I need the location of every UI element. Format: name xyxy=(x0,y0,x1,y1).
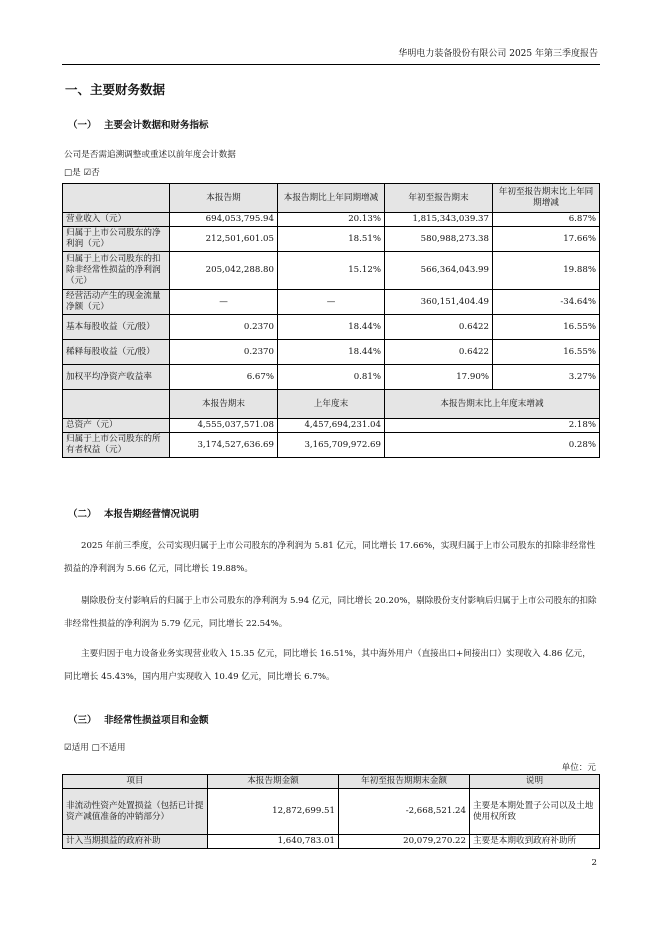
cell-value: 16.55% xyxy=(493,340,600,365)
cell-value: 566,364,043.99 xyxy=(385,252,493,290)
row-label: 稀释每股收益（元/股） xyxy=(63,340,170,365)
cell-value: 12,872,699.51 xyxy=(208,789,339,835)
header-cell-ytd: 年初至报告期末 xyxy=(385,184,493,213)
header-cell-period-end: 本报告期末 xyxy=(170,390,278,419)
row-label: 归属于上市公司股东的所有者权益（元） xyxy=(63,433,170,458)
section-title: 一、主要财务数据 xyxy=(65,82,166,97)
subsection-2-heading xyxy=(68,506,199,520)
cell-value: 1,815,343,039.37 xyxy=(385,213,493,227)
header-cell-current-amount: 本报告期金额 xyxy=(208,775,339,789)
cell-value: -34.64% xyxy=(493,290,600,315)
cell-value: 0.81% xyxy=(278,365,385,390)
cell-value: 3.27% xyxy=(493,365,600,390)
cell-value: 1,640,783.01 xyxy=(208,835,339,849)
cell-note: 主要是本期处置子公司以及土地使用权所致 xyxy=(470,789,600,835)
cell-value: 580,988,273.38 xyxy=(385,227,493,252)
cell-value: 19.88% xyxy=(493,252,600,290)
cell-value: 18.44% xyxy=(278,315,385,340)
table-row xyxy=(63,252,600,290)
table-row xyxy=(63,835,600,849)
table-header-row-2 xyxy=(63,390,600,419)
cell-value: 0.6422 xyxy=(385,315,493,340)
cell-value: 20.13% xyxy=(278,213,385,227)
table-row xyxy=(63,315,600,340)
table-row xyxy=(63,433,600,458)
table-row xyxy=(63,213,600,227)
paragraph: 剔除股份支付影响后的归属于上市公司股东的净利润为 5.94 亿元，同比增长 20.20%，剔除股份支付影响后归属于上市公司股东的扣除非经常性损益的净利润为 5.79 亿元，同比增长 22.54%。 xyxy=(64,596,597,629)
subsection-1-heading xyxy=(68,117,209,131)
cell-value: 3,165,709,972.69 xyxy=(278,433,385,458)
table-header-row xyxy=(63,184,600,213)
cell-value: 205,042,288.80 xyxy=(170,252,278,290)
cell-value: 0.6422 xyxy=(385,340,493,365)
cell-value: 0.2370 xyxy=(170,315,278,340)
cell-value: 4,457,694,231.04 xyxy=(278,419,385,433)
restatement-question: 公司是否需追溯调整或重述以前年度会计数据 xyxy=(64,150,236,160)
cell-value: 15.12% xyxy=(278,252,385,290)
cell-value: 212,501,601.05 xyxy=(170,227,278,252)
cell-value: 17.90% xyxy=(385,365,493,390)
row-label: 归属于上市公司股东的扣除非经常性损益的净利润（元） xyxy=(63,252,170,290)
cell-value: -2,668,521.24 xyxy=(339,789,470,835)
header-cell-current-period: 本报告期 xyxy=(170,184,278,213)
table-row xyxy=(63,789,600,835)
row-label: 经营活动产生的现金流量净额（元） xyxy=(63,290,170,315)
table-row xyxy=(63,419,600,433)
header-divider xyxy=(62,64,600,65)
report-header-title: 华明电力装备股份有限公司 2025 年第三季度报告 xyxy=(398,49,598,59)
table-row xyxy=(63,290,600,315)
cell-value: — xyxy=(278,290,385,315)
header-cell-empty xyxy=(63,184,170,213)
subsection-2-title: 本报告期经营情况说明 xyxy=(104,509,200,520)
row-label: 计入当期损益的政府补助 xyxy=(63,835,208,849)
page-number: 2 xyxy=(591,858,597,868)
cell-value: 4,555,037,571.08 xyxy=(170,419,278,433)
cell-note: 主要是本期收到政府补助所 xyxy=(470,835,600,849)
row-label: 归属于上市公司股东的净利润（元） xyxy=(63,227,170,252)
cell-value: 694,053,795.94 xyxy=(170,213,278,227)
header-cell-note: 说明 xyxy=(470,775,600,789)
unit-label: 单位：元 xyxy=(561,763,596,773)
applicability-options: ☑适用 □不适用 xyxy=(64,743,126,753)
cell-value: 3,174,527,636.69 xyxy=(170,433,278,458)
paragraph: 主要归因于电力设备业务实现营业收入 15.35 亿元，同比增长 16.51%，其中海外用户（直接出口+间接出口）实现收入 4.86 亿元，同比增长 45.43%，国内用户实现收入 10.49 亿元，同比增长 6.7%。 xyxy=(64,649,591,682)
cell-value: 20,079,270.22 xyxy=(339,835,470,849)
cell-value: 360,151,404.49 xyxy=(385,290,493,315)
row-label: 总资产（元） xyxy=(63,419,170,433)
cell-value: 6.67% xyxy=(170,365,278,390)
cell-value: 17.66% xyxy=(493,227,600,252)
table-row xyxy=(63,340,600,365)
cell-value: 0.2370 xyxy=(170,340,278,365)
subsection-3-title: 非经常性损益项目和金额 xyxy=(104,715,209,726)
table-row xyxy=(63,365,600,390)
table-row xyxy=(63,227,600,252)
row-label: 营业收入（元） xyxy=(63,213,170,227)
header-cell-prior-year-end: 上年度末 xyxy=(278,390,385,419)
row-label: 基本每股收益（元/股） xyxy=(63,315,170,340)
cell-value: 18.51% xyxy=(278,227,385,252)
paragraph: 2025 年前三季度，公司实现归属于上市公司股东的净利润为 5.81 亿元，同比增长 17.66%，实现归属于上市公司股东的扣除非经常性损益的净利润为 5.66 亿元，同比增长 19.88%。 xyxy=(64,541,596,574)
header-cell-ytd-amount: 年初至报告期期末金额 xyxy=(339,775,470,789)
row-label: 加权平均净资产收益率 xyxy=(63,365,170,390)
header-cell-empty xyxy=(63,390,170,419)
header-cell-item: 项目 xyxy=(63,775,208,789)
table-header-row xyxy=(63,775,600,789)
subsection-1-number: （一） xyxy=(68,120,97,131)
subsection-3-number: （三） xyxy=(68,715,97,726)
header-cell-ytd-change: 年初至报告期末比上年同期增减 xyxy=(493,184,600,213)
cell-value: 6.87% xyxy=(493,213,600,227)
cell-value: 2.18% xyxy=(385,419,600,433)
header-cell-current-period-change: 本报告期比上年同期增减 xyxy=(278,184,385,213)
subsection-1-title: 主要会计数据和财务指标 xyxy=(104,120,209,131)
cell-value: 0.28% xyxy=(385,433,600,458)
cell-value: 16.55% xyxy=(493,315,600,340)
cell-value: 18.44% xyxy=(278,340,385,365)
subsection-2-number: （二） xyxy=(68,509,97,520)
key-financial-data-table xyxy=(62,183,600,458)
row-label: 非流动性资产处置损益（包括已计提资产减值准备的冲销部分） xyxy=(63,789,208,835)
header-cell-period-end-change: 本报告期末比上年度末增减 xyxy=(385,390,600,419)
cell-value: — xyxy=(170,290,278,315)
subsection-3-heading xyxy=(68,712,209,726)
restatement-answer: □是 ☑否 xyxy=(64,168,100,178)
non-recurring-items-table xyxy=(62,774,600,849)
